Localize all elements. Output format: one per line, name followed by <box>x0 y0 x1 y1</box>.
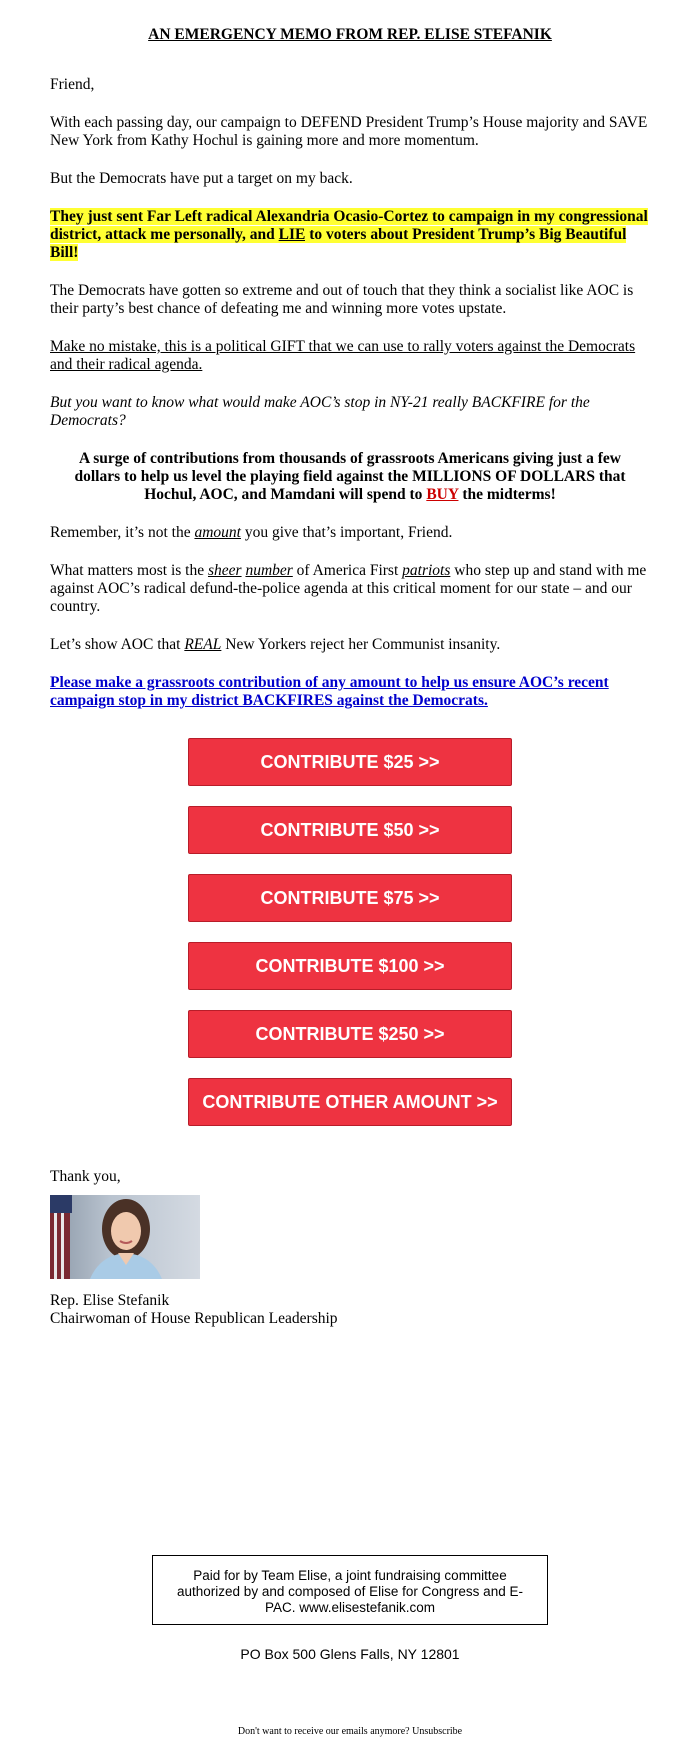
paragraph-target: But the Democrats have put a target on my back. <box>50 170 353 187</box>
paragraph-real <box>50 636 650 654</box>
paragraph-backfire-question: But you want to know what would make AOC’s stop in NY-21 really BACKFIRE for the Democrats? <box>50 394 590 429</box>
signature-title: Chairwoman of House Republican Leadership <box>50 1310 338 1327</box>
contribute-50-button[interactable]: CONTRIBUTE $50 >> <box>188 806 512 854</box>
real-text-b: New Yorkers reject her Communist insanity. <box>221 636 501 653</box>
matters-text-c: who step up and stand with me against AOC’s radical defund-the-police agenda at this critical moment for our state – and our country. <box>50 562 647 615</box>
surge-text-a: A surge of contributions from thousands of grassroots Americans giving just a few dollars to help us level the playing field against the MILLIONS OF DOLLARS that Hochul, AOC, and Mamdani will spend to <box>74 450 626 503</box>
patriots-word: patriots <box>402 562 451 579</box>
mailing-address: PO Box 500 Glens Falls, NY 12801 <box>240 1646 460 1662</box>
contribute-other-amount-button[interactable]: CONTRIBUTE OTHER AMOUNT >> <box>188 1078 512 1126</box>
paragraph-amount <box>50 524 650 542</box>
paragraph-highlight <box>50 208 650 262</box>
portrait-image <box>50 1195 200 1279</box>
unsubscribe-link[interactable]: Unsubscribe <box>412 1726 463 1737</box>
surge-buy: BUY <box>426 486 459 503</box>
sheer-word: sheer <box>207 562 242 579</box>
signoff: Thank you, <box>50 1168 121 1185</box>
contribute-100-button[interactable]: CONTRIBUTE $100 >> <box>188 942 512 990</box>
highlight-lie: LIE <box>278 226 306 243</box>
memo-title: AN EMERGENCY MEMO FROM REP. ELISE STEFANIK <box>148 26 552 43</box>
contribute-25-button[interactable]: CONTRIBUTE $25 >> <box>188 738 512 786</box>
unsubscribe-line <box>0 1726 700 1737</box>
real-text-a: Let’s show AOC that <box>50 636 185 653</box>
matters-text-a: What matters most is the <box>50 562 208 579</box>
paragraph-surge <box>55 450 645 504</box>
contribute-250-button[interactable]: CONTRIBUTE $250 >> <box>188 1010 512 1058</box>
signature-name: Rep. Elise Stefanik <box>50 1292 170 1309</box>
matters-text-b: of America First <box>292 562 403 579</box>
contribute-75-button[interactable]: CONTRIBUTE $75 >> <box>188 874 512 922</box>
real-word: REAL <box>184 636 222 653</box>
highlight-text-a: They just sent Far Left radical Alexandria Ocasio-Cortez to campaign in my congressional district, attack me personally, and <box>50 208 648 243</box>
paragraph-gift: Make no mistake, this is a political GIFT that we can use to rally voters against the Democrats and their radical agenda. <box>50 338 636 373</box>
number-word: number <box>245 562 293 579</box>
portrait-photo <box>50 1195 200 1279</box>
contribute-link[interactable]: Please make a grassroots contribution of any amount to help us ensure AOC’s recent campaign stop in my district BACKFIRES against the Democrats. <box>50 674 609 709</box>
highlight-text-b: to voters about President Trump’s Big Beautiful Bill! <box>50 226 627 261</box>
paragraph-extreme: The Democrats have gotten so extreme and out of touch that they think a socialist like AOC is their party’s best chance of defeating me and winning more votes upstate. <box>50 282 634 317</box>
greeting: Friend, <box>50 76 95 93</box>
amount-text-a: Remember, it’s not the <box>50 524 195 541</box>
paragraph-matters <box>50 562 650 616</box>
paid-for-disclaimer: Paid for by Team Elise, a joint fundraising committee authorized by and composed of Elise for Congress and E-PAC. www.elisestefanik.com <box>152 1555 548 1625</box>
paragraph-momentum: With each passing day, our campaign to DEFEND President Trump’s House majority and SAVE New York from Kathy Hochul is gaining more and more momentum. <box>50 114 648 149</box>
unsubscribe-text: Don't want to receive our emails anymore? <box>237 1726 413 1737</box>
amount-word: amount <box>194 524 241 541</box>
surge-text-b: the midterms! <box>458 486 556 503</box>
amount-text-b: you give that’s important, Friend. <box>240 524 453 541</box>
